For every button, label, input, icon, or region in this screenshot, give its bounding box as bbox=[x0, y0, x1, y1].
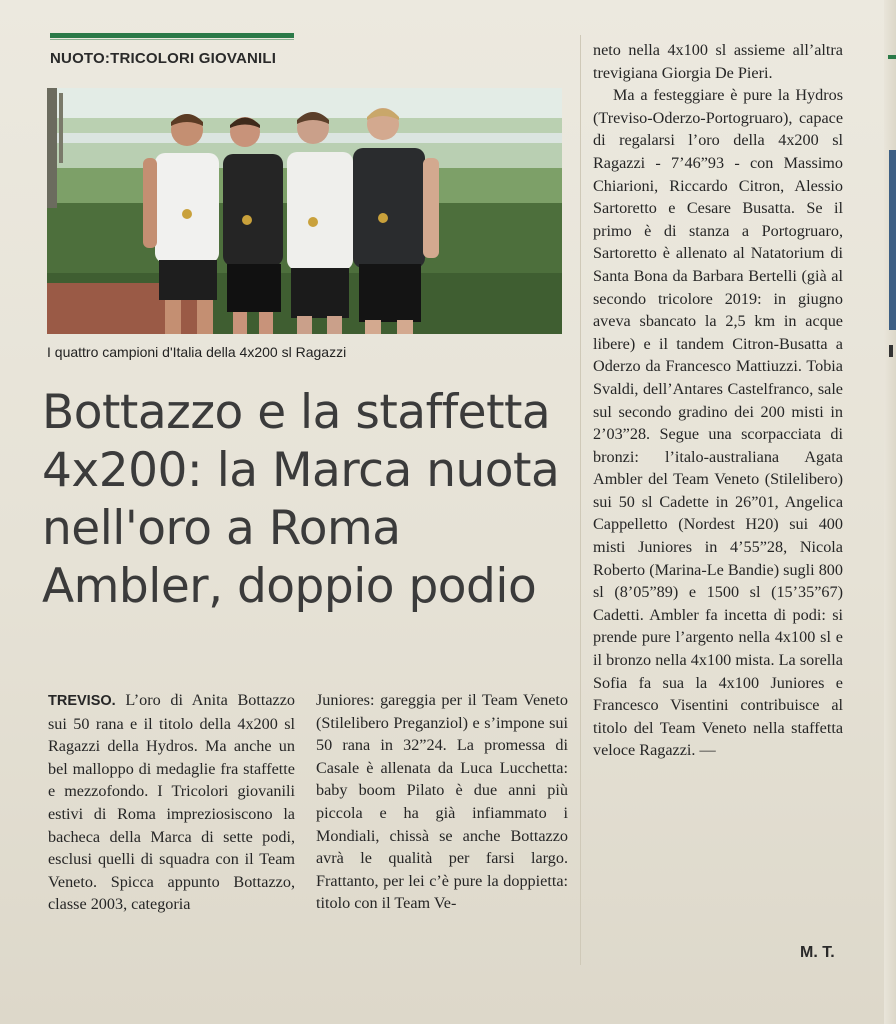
section-accent-line bbox=[50, 39, 294, 40]
column-divider bbox=[580, 35, 581, 965]
article-column-2 bbox=[316, 689, 568, 915]
column-3-paragraph-2: Ma a festeggiare è pure la Hydros (Treviso-Oderzo-Portogruaro), capace di regalarsi l’oro della 4x200 sl Ragazzi - 7’46”93 - con Massimo Chiarioni, Riccardo Citron, Alessio Sartoretto e Cesare Busatta. Se il primo è di stanza a Portogruaro, Sartoretto è allenato al Natatorium di Santa Bona da Barbara Bertelli (già al secondo tricolore 2019: in giugno aveva sbancato la 2,5 km in acque libere) e il tandem Citron-Busatta a Oderzo da Francesco Mattiuzzi. Tobia Svaldi, dell’Antares Castelfranco, sale sul secondo gradino dei 200 misti in 2’03”28. Segue una scorpacciata di bronzi: l’italo-australiana Agata Ambler del Team Veneto (Stilelibero) sui 50 sl Cadette in 26”01, Angelica Cappelletto (Nordest H20) sui 400 misti Juniores in 4’55”28, Nicola Roberto (Marina-Le Bandie) sugli 800 sl (8’05”89) e 1500 sl (15’35”67) Cadetti. Ambler fa incetta di podi: si prende pure l’argento nella 4x100 sl e il bronzo nella 4x100 mista. La sorella Sofia fa sua la 4x100 Juniores e Francesco Visentini contribuisce al titolo del Team Veneto nella staffetta veloce Ragazzi. — bbox=[593, 86, 843, 760]
column-3-paragraph-1: neto nella 4x100 sl assieme all’altra trevigiana Giorgia De Pieri. bbox=[593, 41, 843, 82]
author-signature: M. T. bbox=[800, 944, 835, 961]
team-photo bbox=[47, 88, 562, 334]
column-1-text: L’oro di Anita Bottazzo sui 50 rana e il titolo della 4x200 sl Ragazzi della Hydros. Ma anche un bel malloppo di medaglie fra staffette e mezzofondo. I Tricolori giovanili estivi di Roma impreziosiscono la bacheca della Marca di sette podi, esclusi quelli di squadra con il Team Veneto. Spicca appunto Bottazzo, classe 2003, categoria bbox=[48, 691, 295, 914]
photo-caption: I quattro campioni d'Italia della 4x200 sl Ragazzi bbox=[47, 344, 347, 360]
article-column-1 bbox=[48, 689, 295, 916]
column-2-text: Juniores: gareggia per il Team Veneto (Stilelibero Preganziol) e s’impone sui 50 rana in 32”24. La promessa di Casale è allenata da Luca Lucchetta: baby boom Pilato è due anni più piccola e ha già infiammato i Mondiali, chissà se anche Bottazzo avrà le qualità per farsi largo. Frattanto, per lei c’è pure la doppietta: titolo con il Team Ve- bbox=[316, 691, 568, 913]
article-column-3 bbox=[593, 39, 843, 762]
adjacent-photo bbox=[889, 150, 896, 330]
section-kicker: NUOTO:TRICOLORI GIOVANILI bbox=[50, 50, 277, 67]
article-headline: Bottazzo e la staffetta 4x200: la Marca nuota nell'oro a Roma Ambler, doppio podio bbox=[42, 385, 560, 614]
section-accent-bar bbox=[50, 33, 294, 38]
adjacent-text-mark bbox=[889, 345, 893, 357]
adjacent-accent-bar bbox=[888, 55, 896, 59]
dateline: TREVISO. bbox=[48, 693, 116, 709]
